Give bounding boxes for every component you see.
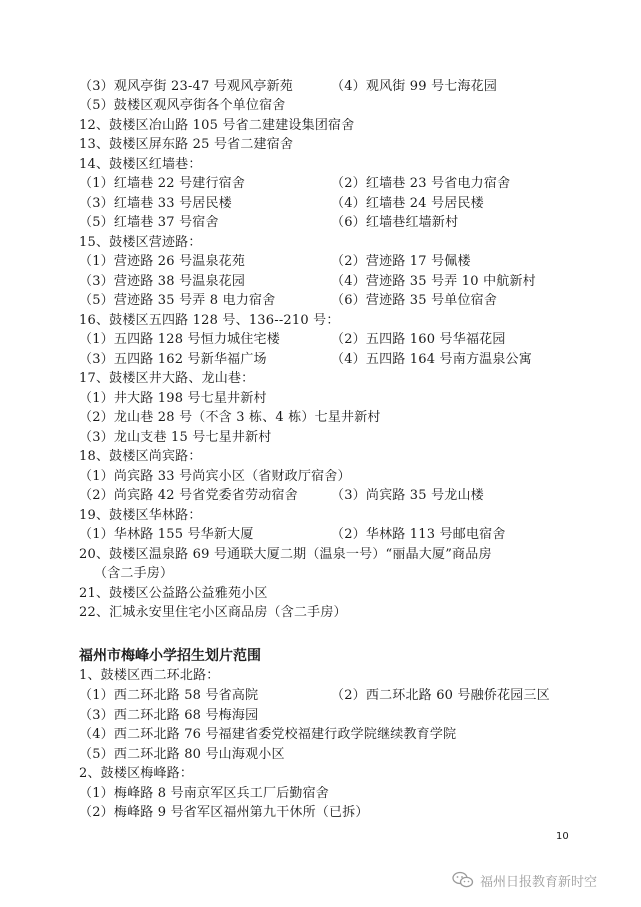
page-number: 10 [556, 831, 569, 842]
list-item: （3）观风亭街 23-47 号观风亭新苑 （4）观风街 99 号七海花园 [79, 79, 498, 94]
list-item: （5）西二环北路 80 号山海观小区 [79, 747, 285, 762]
list-item: 15、鼓楼区营迹路： [79, 235, 202, 250]
list-item: 1、鼓楼区西二环北路： [79, 668, 220, 683]
list-item: （1）井大路 198 号七星井新村 [79, 391, 267, 406]
list-item: 16、鼓楼区五四路 128 号、136--210 号： [79, 313, 340, 328]
list-item: 20、鼓楼区温泉路 69 号通联大厦二期（温泉一号）“丽晶大厦”商品房 [79, 547, 492, 562]
list-item: （2）龙山巷 28 号（不含 3 栋、4 栋）七星井新村 [79, 410, 381, 425]
list-item: （1）梅峰路 8 号南京军区兵工厂后勤宿舍 [79, 786, 330, 801]
list-item: （2）尚宾路 42 号省党委省劳动宿舍 （3）尚宾路 35 号龙山楼 [79, 488, 484, 503]
list-item: 22、汇城永安里住宅小区商品房（含二手房） [79, 605, 347, 620]
list-item: （2）梅峰路 9 号省军区福州第九干休所（已拆） [79, 805, 369, 820]
section-heading: 福州市梅峰小学招生划片范围 [79, 648, 261, 664]
list-item: 2、鼓楼区梅峰路： [79, 766, 194, 781]
list-item: （5）鼓楼区观风亭街各个单位宿舍 [79, 98, 286, 113]
list-item: 14、鼓楼区红墙巷： [79, 157, 202, 172]
list-item: （3）营迹路 38 号温泉花园 （4）营迹路 35 号弄 10 中航新村 [79, 274, 536, 289]
list-item: 21、鼓楼区公益路公益雅苑小区 [79, 586, 268, 601]
watermark [452, 870, 597, 890]
list-item: （5）营迹路 35 号弄 8 电力宿舍 （6）营迹路 35 号单位宿舍 [79, 293, 498, 308]
list-item: （含二手房） [94, 566, 174, 581]
list-item: （1）西二环北路 58 号省高院 （2）西二环北路 60 号融侨花园三区 [79, 688, 550, 703]
list-item: 17、鼓楼区井大路、龙山巷： [79, 371, 255, 386]
list-item: （4）西二环北路 76 号福建省委党校福建行政学院继续教育学院 [79, 727, 457, 742]
watermark-text: 福州日报教育新时空 [480, 874, 598, 890]
list-item: （1）五四路 128 号恒力城住宅楼 （2）五四路 160 号华福花园 [79, 332, 506, 347]
list-item: （5）红墙巷 37 号宿舍 （6）红墙巷红墙新村 [79, 215, 459, 230]
list-item: （1）红墙巷 22 号建行宿舍 （2）红墙巷 23 号省电力宿舍 [79, 176, 511, 191]
list-item: 12、鼓楼区冶山路 105 号省二建建设集团宿舍 [79, 118, 355, 133]
list-item: 18、鼓楼区尚宾路： [79, 449, 202, 464]
list-item: （3）五四路 162 号新华福广场 （4）五四路 164 号南方温泉公寓 [79, 352, 532, 367]
list-item: 13、鼓楼区屏东路 25 号省二建宿舍 [79, 137, 294, 152]
list-item: （1）营迹路 26 号温泉花苑 （2）营迹路 17 号佩楼 [79, 254, 471, 269]
list-item: （1）华林路 155 号华新大厦 （2）华林路 113 号邮电宿舍 [79, 527, 506, 542]
list-item: （3）红墙巷 33 号居民楼 （4）红墙巷 24 号居民楼 [79, 196, 484, 211]
list-item: 19、鼓楼区华林路： [79, 508, 202, 523]
list-item: （3）西二环北路 68 号梅海园 [79, 708, 259, 723]
list-item: （1）尚宾路 33 号尚宾小区（省财政厅宿舍） [79, 469, 351, 484]
list-item: （3）龙山支巷 15 号七星井新村 [79, 430, 272, 445]
wechat-icon [452, 871, 474, 889]
